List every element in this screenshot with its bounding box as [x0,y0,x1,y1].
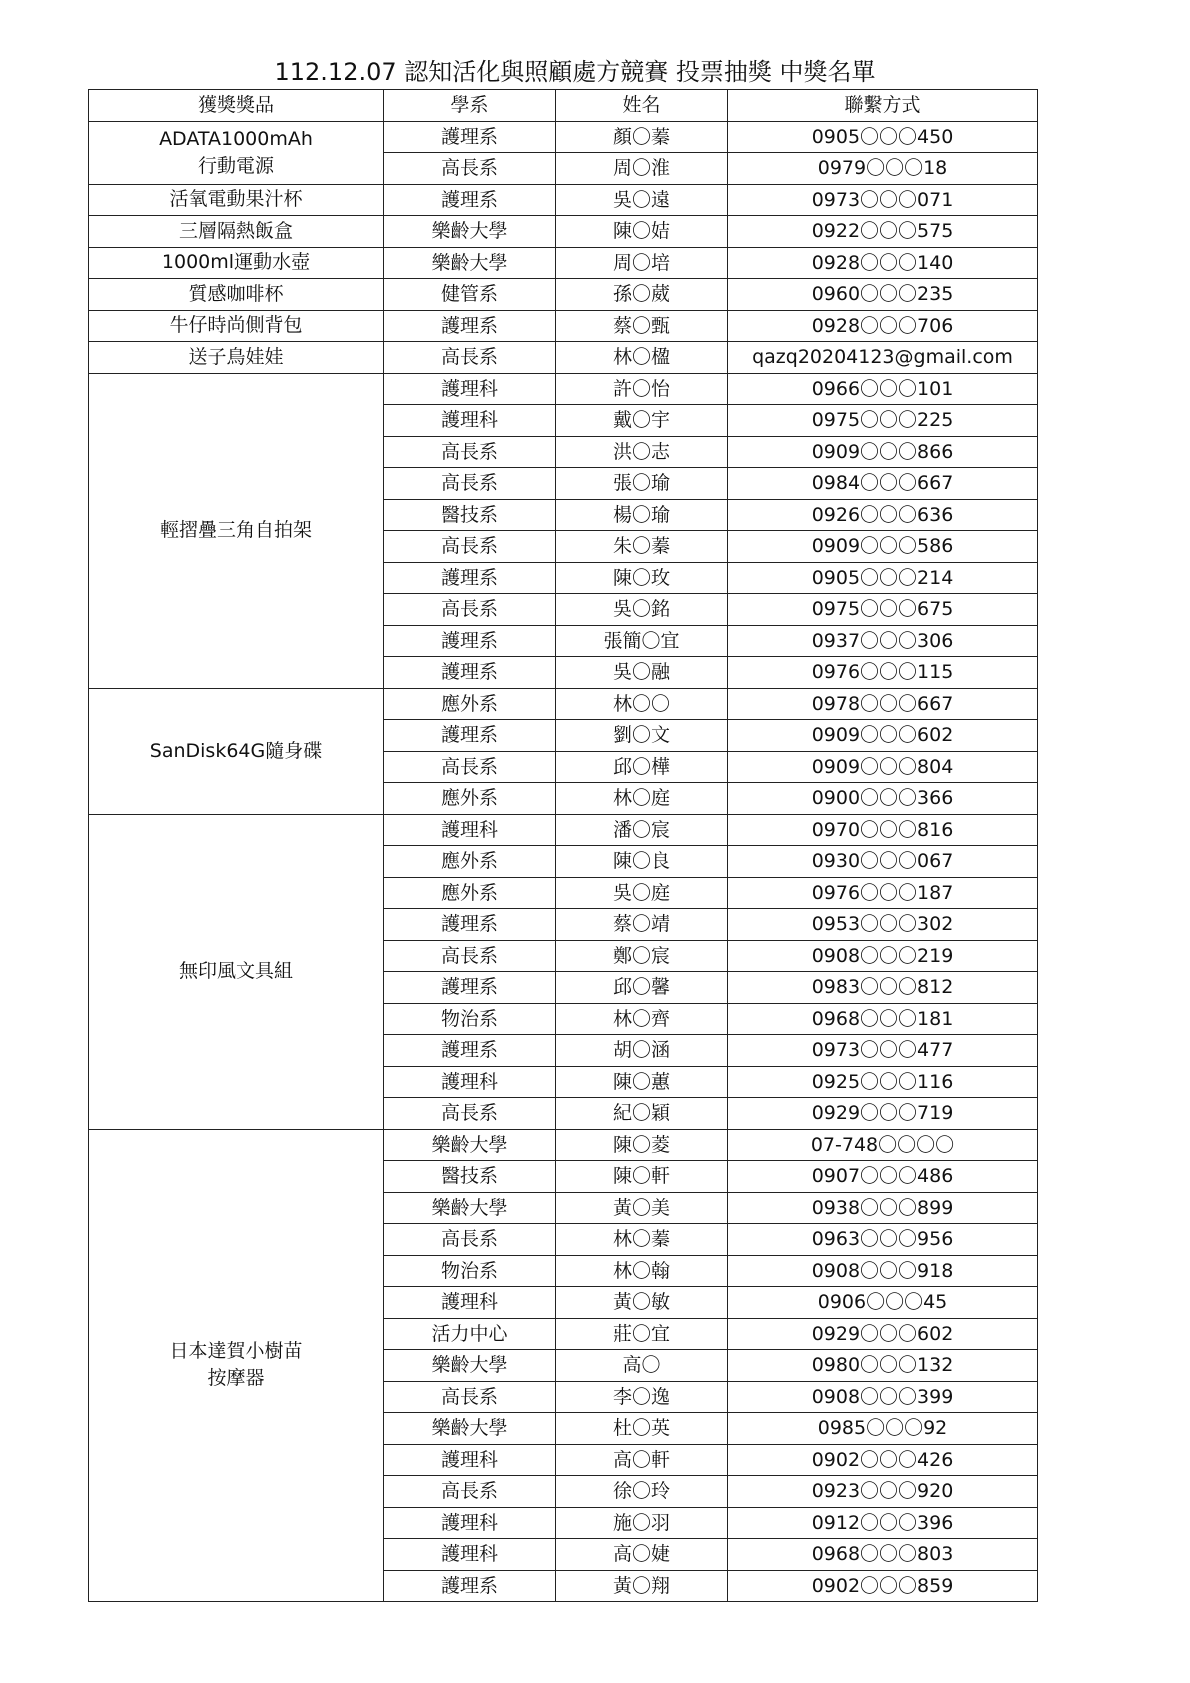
table-row [89,121,1038,153]
name-cell: 吳〇庭 [556,877,728,909]
department-cell: 高長系 [384,940,556,972]
name-cell: 吳〇銘 [556,594,728,626]
contact-cell: 0960〇〇〇235 [728,279,1038,311]
name-cell: 顏〇蓁 [556,121,728,153]
table-row [89,279,1038,311]
department-cell: 樂齡大學 [384,216,556,248]
header-contact: 聯繫方式 [728,90,1038,122]
department-cell: 醫技系 [384,1161,556,1193]
department-cell: 高長系 [384,594,556,626]
department-cell: 高長系 [384,436,556,468]
department-cell: 護理科 [384,1539,556,1571]
contact-cell: 0968〇〇〇803 [728,1539,1038,1571]
name-cell: 蔡〇靖 [556,909,728,941]
department-cell: 護理系 [384,562,556,594]
contact-cell: 0907〇〇〇486 [728,1161,1038,1193]
name-cell: 施〇羽 [556,1507,728,1539]
name-cell: 高〇 [556,1350,728,1382]
department-cell: 高長系 [384,1381,556,1413]
contact-cell: 0926〇〇〇636 [728,499,1038,531]
department-cell: 醫技系 [384,499,556,531]
contact-cell: 0985〇〇〇92 [728,1413,1038,1445]
contact-cell: 0983〇〇〇812 [728,972,1038,1004]
contact-cell: 0966〇〇〇101 [728,373,1038,405]
name-cell: 林〇齊 [556,1003,728,1035]
prize-name: 活氧電動果汁杯 [169,188,303,211]
name-cell: 陳〇菱 [556,1129,728,1161]
prize-cell [89,279,384,311]
department-cell: 樂齡大學 [384,1192,556,1224]
table-row [89,310,1038,342]
name-cell: 戴〇宇 [556,405,728,437]
department-cell: 物治系 [384,1255,556,1287]
department-cell: 健管系 [384,279,556,311]
table-row [89,342,1038,374]
department-cell: 護理系 [384,657,556,689]
name-cell: 莊〇宜 [556,1318,728,1350]
name-cell: 洪〇志 [556,436,728,468]
contact-cell: 0923〇〇〇920 [728,1476,1038,1508]
name-cell: 張簡〇宜 [556,625,728,657]
table-row [89,247,1038,279]
department-cell: 應外系 [384,846,556,878]
header-prize: 獲獎獎品 [89,90,384,122]
contact-cell: 0975〇〇〇675 [728,594,1038,626]
name-cell: 黃〇敏 [556,1287,728,1319]
name-cell: 徐〇玲 [556,1476,728,1508]
name-cell: 黃〇美 [556,1192,728,1224]
winners-table [88,89,1038,1602]
name-cell: 林〇蓁 [556,1224,728,1256]
contact-cell: 0979〇〇〇18 [728,153,1038,185]
department-cell: 護理科 [384,1066,556,1098]
contact-cell: 0937〇〇〇306 [728,625,1038,657]
name-cell: 黃〇翔 [556,1570,728,1602]
name-cell: 林〇翰 [556,1255,728,1287]
name-cell: 朱〇蓁 [556,531,728,563]
prize-cell [89,247,384,279]
name-cell: 陳〇良 [556,846,728,878]
contact-cell: 0970〇〇〇816 [728,814,1038,846]
header-row [89,90,1038,122]
name-cell: 吳〇融 [556,657,728,689]
contact-cell: 0925〇〇〇116 [728,1066,1038,1098]
contact-cell: 0973〇〇〇071 [728,184,1038,216]
prize-name: ADATA1000mAh [159,127,313,150]
name-cell: 周〇培 [556,247,728,279]
contact-cell: 0928〇〇〇706 [728,310,1038,342]
contact-cell: 0973〇〇〇477 [728,1035,1038,1067]
department-cell: 樂齡大學 [384,1129,556,1161]
department-cell: 應外系 [384,783,556,815]
department-cell: 高長系 [384,751,556,783]
name-cell: 潘〇宸 [556,814,728,846]
name-cell: 鄭〇宸 [556,940,728,972]
department-cell: 護理科 [384,1507,556,1539]
contact-cell: 0909〇〇〇866 [728,436,1038,468]
name-cell: 高〇婕 [556,1539,728,1571]
contact-cell: 07-748〇〇〇〇 [728,1129,1038,1161]
name-cell: 陳〇玫 [556,562,728,594]
contact-cell: 0922〇〇〇575 [728,216,1038,248]
contact-cell: 0902〇〇〇426 [728,1444,1038,1476]
contact-cell: 0963〇〇〇956 [728,1224,1038,1256]
prize-cell [89,121,384,184]
table-row [89,184,1038,216]
prize-name: SanDisk64G隨身碟 [149,739,323,762]
name-cell: 邱〇樺 [556,751,728,783]
contact-cell: 0908〇〇〇399 [728,1381,1038,1413]
department-cell: 護理科 [384,1444,556,1476]
name-cell: 吳〇遠 [556,184,728,216]
table-row [89,688,1038,720]
contact-cell: 0906〇〇〇45 [728,1287,1038,1319]
contact-cell: 0905〇〇〇214 [728,562,1038,594]
name-cell: 蔡〇甄 [556,310,728,342]
contact-cell: 0928〇〇〇140 [728,247,1038,279]
name-cell: 胡〇涵 [556,1035,728,1067]
name-cell: 周〇淮 [556,153,728,185]
prize-name: 1000ml運動水壺 [161,251,311,274]
contact-cell: 0908〇〇〇918 [728,1255,1038,1287]
department-cell: 護理系 [384,972,556,1004]
contact-cell: 0902〇〇〇859 [728,1570,1038,1602]
department-cell: 護理系 [384,720,556,752]
department-cell: 應外系 [384,688,556,720]
contact-cell: 0978〇〇〇667 [728,688,1038,720]
department-cell: 高長系 [384,1098,556,1130]
department-cell: 護理系 [384,1035,556,1067]
department-cell: 應外系 [384,877,556,909]
department-cell: 高長系 [384,153,556,185]
contact-cell: 0953〇〇〇302 [728,909,1038,941]
contact-cell: 0900〇〇〇366 [728,783,1038,815]
contact-cell: 0930〇〇〇067 [728,846,1038,878]
prize-cell [89,216,384,248]
contact-cell: 0968〇〇〇181 [728,1003,1038,1035]
contact-cell: 0976〇〇〇115 [728,657,1038,689]
winners-table-body [89,121,1038,1602]
department-cell: 護理系 [384,184,556,216]
name-cell: 紀〇穎 [556,1098,728,1130]
prize-cell [89,342,384,374]
table-row [89,1129,1038,1161]
prize-cell [89,310,384,342]
name-cell: 高〇軒 [556,1444,728,1476]
table-row [89,373,1038,405]
name-cell: 杜〇英 [556,1413,728,1445]
department-cell: 護理科 [384,405,556,437]
name-cell: 陳〇軒 [556,1161,728,1193]
department-cell: 護理系 [384,1570,556,1602]
header-name: 姓名 [556,90,728,122]
department-cell: 護理科 [384,1287,556,1319]
department-cell: 護理系 [384,625,556,657]
department-cell: 護理系 [384,909,556,941]
table-row [89,216,1038,248]
contact-cell: 0929〇〇〇719 [728,1098,1038,1130]
contact-cell: 0975〇〇〇225 [728,405,1038,437]
name-cell: 楊〇瑜 [556,499,728,531]
department-cell: 護理科 [384,814,556,846]
department-cell: 樂齡大學 [384,1413,556,1445]
name-cell: 林〇楹 [556,342,728,374]
prize-cell [89,184,384,216]
prize-cell [89,373,384,688]
contact-cell: 0984〇〇〇667 [728,468,1038,500]
contact-cell: 0909〇〇〇586 [728,531,1038,563]
prize-name: 送子鳥娃娃 [188,345,284,368]
department-cell: 護理系 [384,121,556,153]
prize-name: 牛仔時尚側背包 [169,314,303,337]
contact-cell: 0909〇〇〇602 [728,720,1038,752]
prize-name: 按摩器 [207,1367,265,1390]
department-cell: 護理科 [384,373,556,405]
prize-name: 無印風文具組 [178,960,293,982]
contact-cell: 0912〇〇〇396 [728,1507,1038,1539]
department-cell: 樂齡大學 [384,247,556,279]
contact-cell: 0938〇〇〇899 [728,1192,1038,1224]
name-cell: 許〇怡 [556,373,728,405]
name-cell: 陳〇蕙 [556,1066,728,1098]
contact-cell: 0909〇〇〇804 [728,751,1038,783]
name-cell: 林〇庭 [556,783,728,815]
prize-name: 三層隔熱飯盒 [178,219,293,242]
table-row [89,814,1038,846]
department-cell: 高長系 [384,531,556,563]
department-cell: 高長系 [384,468,556,500]
prize-name: 日本達賀小樹苗 [169,1340,303,1363]
department-cell: 高長系 [384,342,556,374]
name-cell: 邱〇馨 [556,972,728,1004]
department-cell: 高長系 [384,1476,556,1508]
contact-cell: 0976〇〇〇187 [728,877,1038,909]
contact-cell: qazq20204123@gmail.com [728,342,1038,374]
prize-cell [89,688,384,814]
department-cell: 護理系 [384,310,556,342]
name-cell: 李〇逸 [556,1381,728,1413]
contact-cell: 0929〇〇〇602 [728,1318,1038,1350]
contact-cell: 0905〇〇〇450 [728,121,1038,153]
prize-cell [89,1129,384,1602]
header-department: 學系 [384,90,556,122]
department-cell: 活力中心 [384,1318,556,1350]
page-title: 112.12.07 認知活化與照顧處方競賽 投票抽獎 中獎名單 [274,58,876,86]
name-cell: 林〇〇 [556,688,728,720]
prize-cell [89,814,384,1129]
name-cell: 張〇瑜 [556,468,728,500]
prize-name: 行動電源 [197,154,274,177]
department-cell: 物治系 [384,1003,556,1035]
contact-cell: 0908〇〇〇219 [728,940,1038,972]
name-cell: 劉〇文 [556,720,728,752]
name-cell: 陳〇姞 [556,216,728,248]
department-cell: 樂齡大學 [384,1350,556,1382]
prize-name: 輕摺疊三角自拍架 [159,519,312,541]
prize-name: 質感咖啡杯 [188,282,284,305]
name-cell: 孫〇葳 [556,279,728,311]
contact-cell: 0980〇〇〇132 [728,1350,1038,1382]
department-cell: 高長系 [384,1224,556,1256]
